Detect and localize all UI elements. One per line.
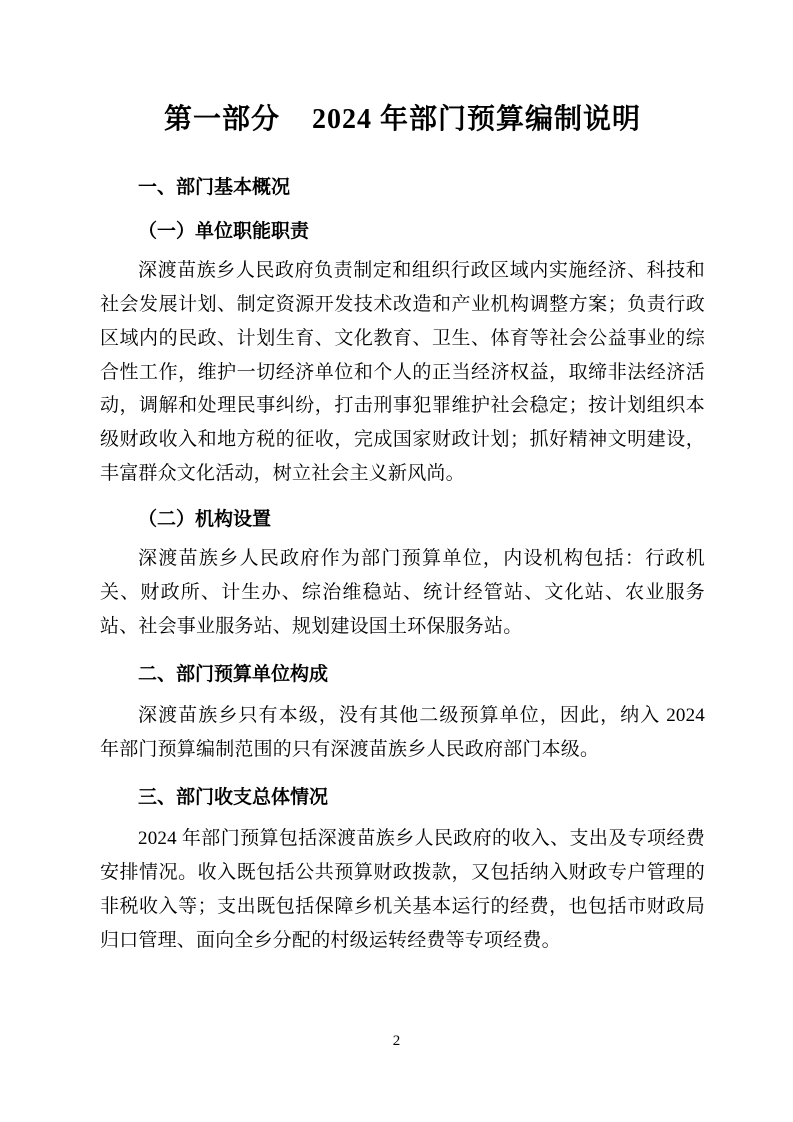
section-heading-1: 一、部门基本概况	[138, 177, 291, 199]
subsection-heading-1-1: （一）单位职能职责	[138, 220, 310, 242]
page-title: 第一部分 2024 年部门预算编制说明	[163, 104, 641, 135]
section-heading-3: 三、部门收支总体情况	[138, 786, 329, 808]
paragraph-1-1-1: 深渡苗族乡人民政府负责制定和组织行政区域内实施经济、科技和社会发展计划、制定资源开发技术改造和产业机构调整方案；负责行政区域内的民政、计划生育、文化教育、卫生、体育等社会公益事业的综合性工作，维护一切经济单位和个人的正当经济权益，取缔非法经济活动，调解和处理民事纠纷，打击刑事犯罪维护社会稳定；按计划组织本级财政收入和地方税的征收，完成国家财政计划；抓好精神文明建设，丰富群众文化活动，树立社会主义新风尚。	[100, 260, 705, 484]
subsection-heading-1-2: （二）机构设置	[138, 508, 272, 530]
section-heading-2: 二、部门预算单位构成	[138, 663, 329, 685]
paragraph-2-1: 深渡苗族乡只有本级，没有其他二级预算单位，因此，纳入 2024 年部门预算编制范围的只有深渡苗族乡人民政府部门本级。	[100, 705, 705, 760]
paragraph-1-2-1: 深渡苗族乡人民政府作为部门预算单位，内设机构包括：行政机关、财政所、计生办、综治维稳站、统计经管站、文化站、农业服务站、社会事业服务站、规划建设国土环保服务站。	[100, 548, 705, 637]
page-number: 2	[392, 1033, 401, 1049]
paragraph-3-1: 2024 年部门预算包括深渡苗族乡人民政府的收入、支出及专项经费安排情况。收入既包括公共预算财政拨款，又包括纳入财政专户管理的非税收入等；支出既包括保障乡机关基本运行的经费，也包括市财政局归口管理、面向全乡分配的村级运转经费等专项经费。	[100, 828, 705, 951]
